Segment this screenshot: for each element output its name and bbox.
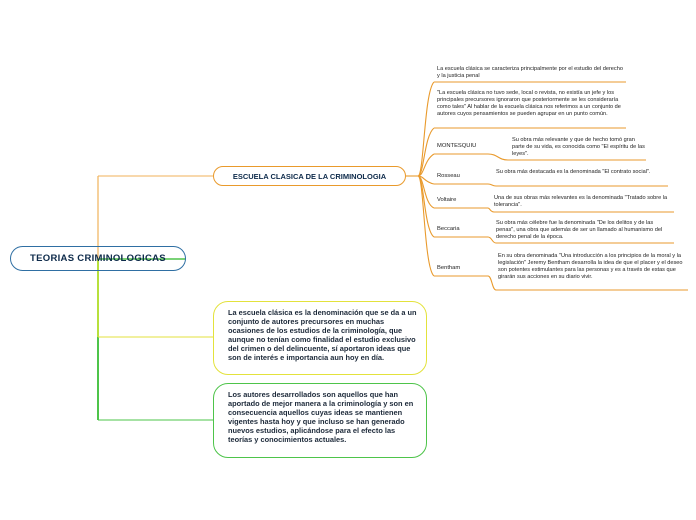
desc-voltaire: Una de sus obras más relevantes es la denominada "Tratado sobre la tolerancia". [494,195,668,208]
spine-bentham [418,176,434,276]
escuela-definition-text: La escuela clásica es la denominación que se da a un conjunto de autores precursores en muchas ocasiones de los estudios de la criminología, que aunque no tenían como finalidad el estudio exclusivo del crimen o del delincuente, sí aportaron ideas que son de interés e importancia aun hoy en día. [228,308,417,362]
author-rosseau[interactable]: Rosseau [437,173,460,179]
desc-montesquiu: Su obra más relevante y que de hecho tomó gran parte de su vida, es conocida como "El espíritu de las leyes". [512,137,645,157]
autores-box[interactable] [213,383,427,458]
root-node[interactable] [10,246,186,271]
author-bentham[interactable]: Bentham [437,265,461,271]
root-label: TEORIAS CRIMINOLOGICAS [30,253,166,264]
note-sin-sede: "La escuela clásica no tuvo sede, local o revista, no existía un jefe y los principales precursores ignoraron que posteriormente se les consideraría como tales" Al hablar de la escuela clásica nos referimos a un conjunto de autores cuyos pensamientos se pueden agrupar en un punto común. [437,90,621,117]
author-beccaria[interactable]: Beccaria [437,226,460,232]
escuela-definition-box[interactable] [213,301,427,375]
desc-beccaria: Su obra más célebre fue la denominada "De los delitos y de las penas", una obra que además de ser un llamado al humanismo del derecho penal de la época. [496,220,663,240]
escuela-node[interactable] [213,166,406,186]
desc-rosseau: Su obra más destacada es la denominada "El contrato social". [496,169,651,175]
note-caracteriza: La escuela clásica se caracteriza principalmente por el estudio del derecho y la justicia penal [437,66,623,79]
autores-text: Los autores desarrollados son aquellos que han aportado de mejor manera a la criminología y son en consecuencia aquellos cuyas ideas se mantienen vigentes hasta hoy y que incluso se han generado nuevos estudios, aplicándose para el efecto las teorías y conocimientos actuales. [228,390,414,444]
author-montesquiu[interactable]: MONTESQUIU [437,143,477,149]
link-rosseau [488,184,668,186]
desc-bentham: En su obra denominada "Una introducción a los principios de la moral y la legislación" Jeremy Bentham desarrolla la idea de que el placer y el deseo son potentes estimulantes para las personas y es a través de estas que girarán sus acciones en su diario vivir. [498,253,683,280]
spine [418,82,434,176]
escuela-label: ESCUELA CLASICA DE LA CRIMINOLOGIA [232,171,387,181]
author-voltaire[interactable]: Voltaire [437,197,457,203]
